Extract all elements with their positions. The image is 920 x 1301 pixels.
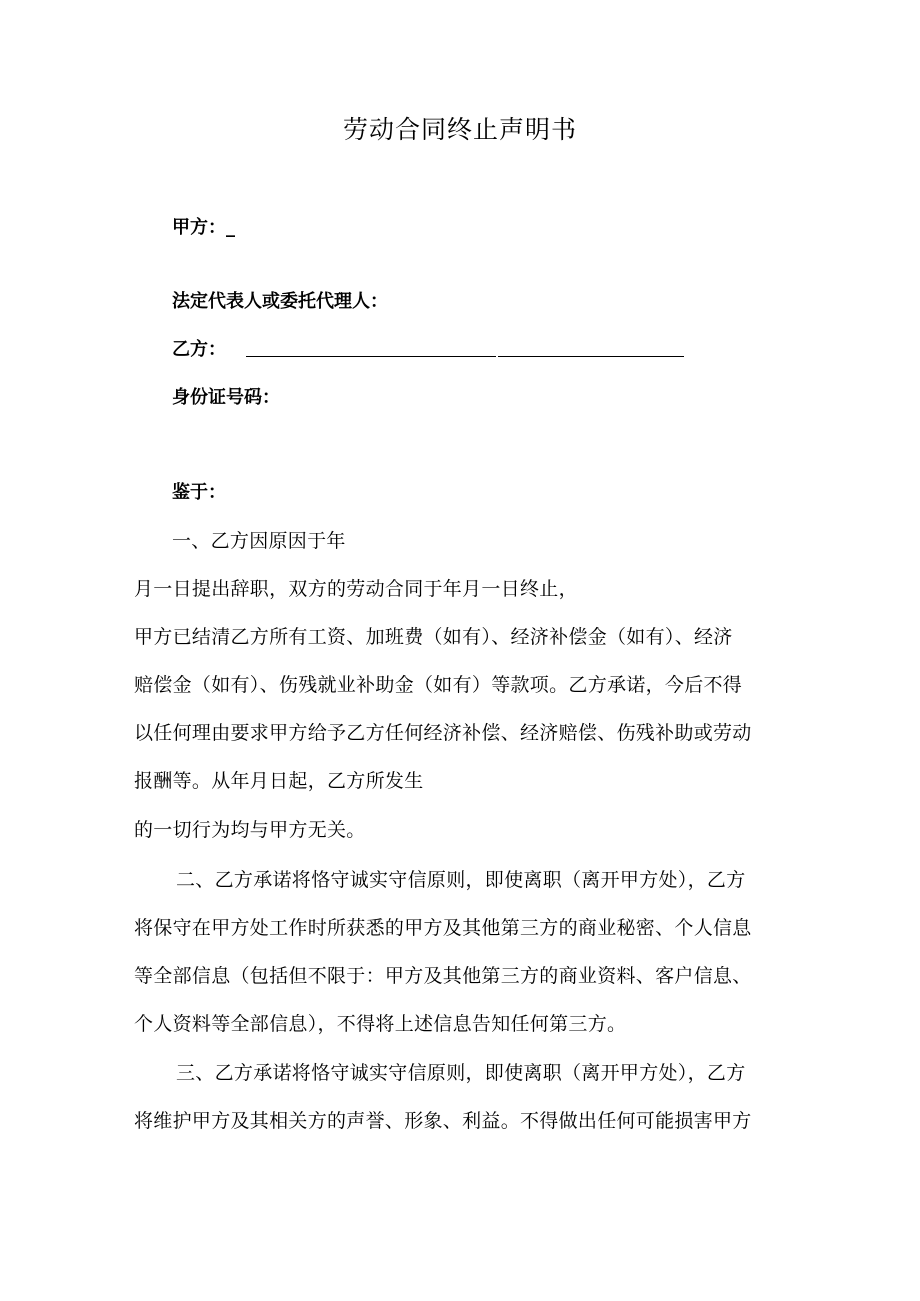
clause2-line: 个人资料等全部信息），不得将上述信息告知任何第三方。 (134, 1013, 627, 1035)
clause1-line: 赔偿金（如有）、伤残就业补助金（如有）等款项。乙方承诺，今后不得 (134, 674, 743, 696)
clause1-line: 甲方已结清乙方所有工资、加班费（如有）、经济补偿金（如有）、经济 (134, 626, 733, 648)
clause1-line: 以任何理由要求甲方给予乙方任何经济补偿、经济赔偿、伤残补助或劳动 (134, 722, 752, 744)
id-number-label: 身份证号码： (172, 387, 280, 408)
clause3-line: 三、乙方承诺将恪守诚实守信原则，即使离职（离开甲方处），乙方 (176, 1062, 746, 1084)
clause2-line: 将保守在甲方处工作时所获悉的甲方及其他第三方的商业秘密、个人信息 (134, 917, 752, 939)
party-a-blank: _ (226, 217, 235, 238)
party-a-field (172, 213, 235, 239)
clause1-line: 报酬等。从年月日起，乙方所发生 (134, 770, 424, 792)
party-a-label: 甲方： (172, 217, 226, 238)
clause1-line: 月一日提出辞职，双方的劳动合同于年月一日终止， (134, 578, 578, 600)
party-b-blank-line-2 (498, 338, 684, 357)
clause2-line: 二、乙方承诺将恪守诚实守信原则，即使离职（离开甲方处），乙方 (176, 869, 746, 891)
party-b-label: 乙方： (172, 339, 226, 360)
clause3-line: 将维护甲方及其相关方的声誉、形象、利益。不得做出任何可能损害甲方 (134, 1110, 752, 1132)
clause1-line: 的一切行为均与甲方无关。 (134, 819, 366, 841)
party-b-field (172, 335, 684, 361)
clause2-line: 等全部信息（包括但不限于：甲方及其他第三方的商业资料、客户信息、 (134, 965, 752, 987)
representative-label: 法定代表人或委托代理人： (172, 291, 388, 312)
whereas-label: 鉴于： (172, 482, 226, 503)
document-title: 劳动合同终止声明书 (342, 115, 577, 144)
clause1-line: 一、乙方因原因于年 (172, 530, 346, 552)
party-b-blank-line (246, 338, 496, 357)
